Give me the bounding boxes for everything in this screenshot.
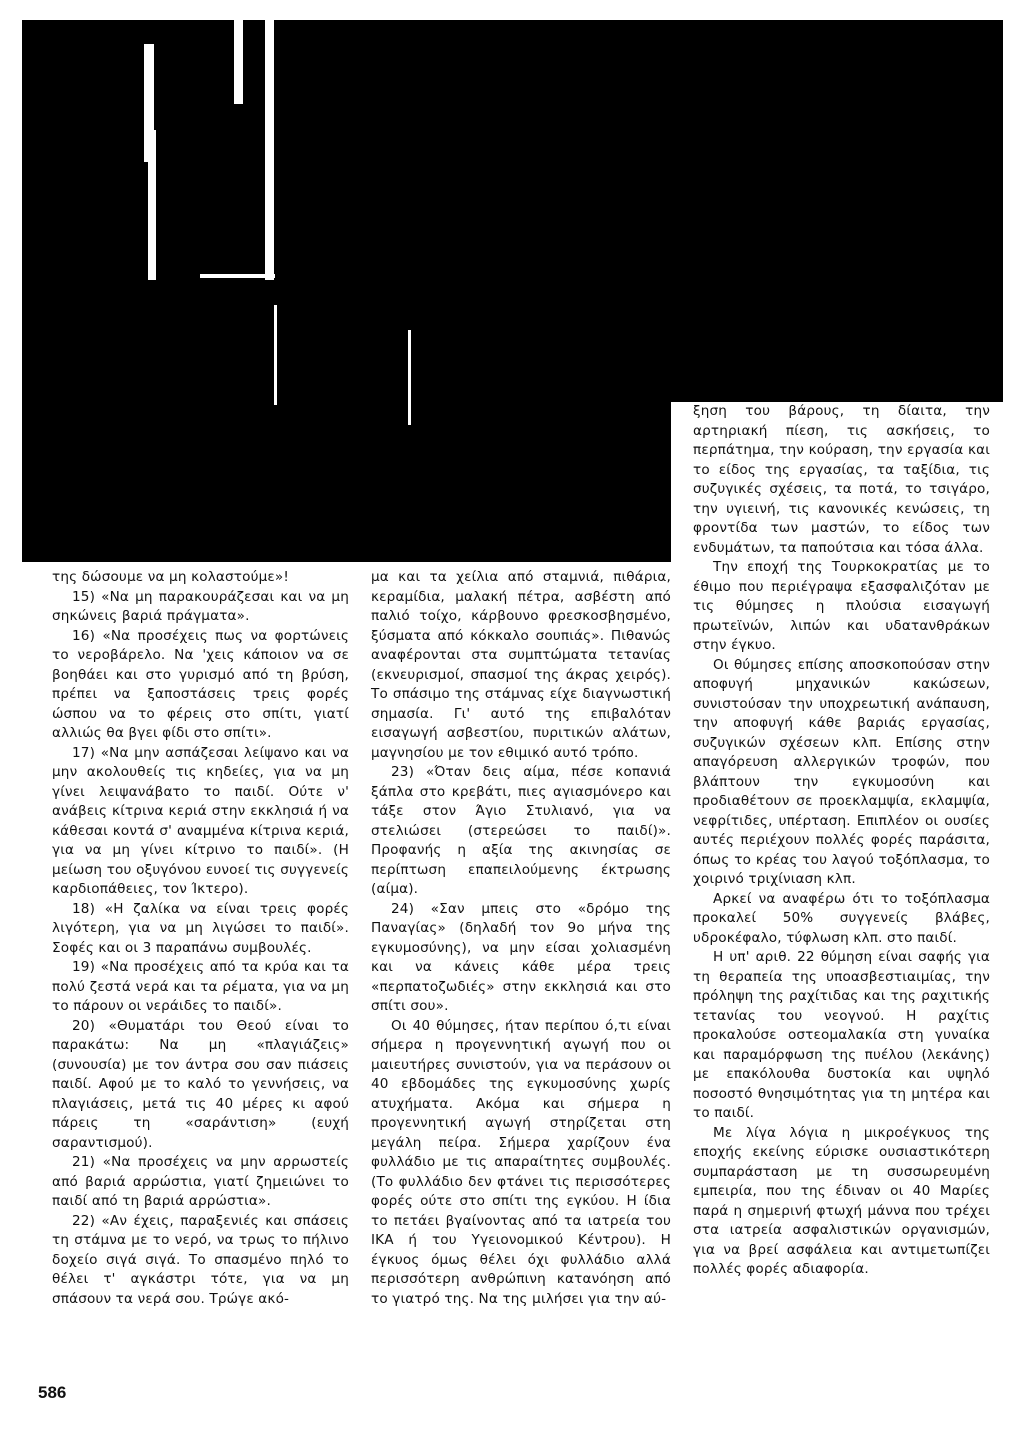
- photo-line-7: [408, 330, 411, 425]
- text-column-2: [371, 568, 671, 1309]
- paragraph: Οι θύμησες επίσης αποσκοπούσαν στην αποφυγή μηχανικών κακώσεων, συνιστούσαν την υποχρεωτική ανάπαυση, την αποφυγή κάθε βαριάς εργασίας, συζυγικών σχέσεων κλπ. Επίσης στην απαγόρευση αλλεργικών τροφών, που βλάπτουν την εγκυμοσύνη και προδιαθέτουν σε προεκλαμψία, εκλαμψία, νεφρίτιδες, υπέρταση. Επιπλέον οι ουσίες αυτές περιέχουν πολλές φορές παράσιτα, όπως το κρέας του λαγού τοξόπλασμα, το χοιρινό τριχίνιαση κλπ.: [693, 656, 990, 887]
- text-column-1: [52, 568, 349, 1309]
- paragraph: μα και τα χείλια από σταμνιά, πιθάρια, κεραμίδια, μαλακή πέτρα, ασβέστη από παλιό τοίχο, κάρβουνο φρεσκοσβησμένο, ξύσματα από κόκκαλο σουπιάς». Πιθανώς αναφέρονται στα συμπτώματα τετανίας (εκνευρισμοί, σπασμοί της άκρας χειρός). Το σπάσιμο της στάμνας είχε διαγνωστική σημασία. Γι' αυτό της επιβαλόταν εισαγωγή ασβεστίου, πυριτικών αλάτων, μαγνησίου με τον εθιμικό αυτό τρόπο.: [371, 569, 671, 761]
- paragraph: 23) «Όταν δεις αίμα, πέσε κοπανιά ξάπλα στο κρεβάτι, πιες αγιασμόνερο και τάξε στον Άγιο Στυλιανό, για να στελιώσει (στερεώσει το παιδί)». Προφανής η αξία της ακινησίας σε περίπτωση επαπειλούμενης έκτρωσης (αίμα).: [371, 764, 671, 897]
- paragraph: 19) «Να προσέχεις από τα κρύα και τα πολύ ζεστά νερά και τα ρέματα, για να μη το πάρουν οι νεράιδες το παιδί».: [52, 959, 349, 1014]
- paragraph: ξηση του βάρους, τη δίαιτα, την αρτηριακή πίεση, τις ασκήσεις, το περπάτημα, την κούραση, την εργασία και το είδος της εργασίας, τα ταξίδια, τις συζυγικές σχέσεις, τα ποτά, το τσιγάρο, την υγιεινή, τις κανονικές κενώσεις, τη φροντίδα των μαστών, το είδος των ενδυμάτων, τα παπούτσια και τόσα άλλα.: [693, 403, 990, 556]
- paragraph: 15) «Να μη παρακουράζεσαι και να μη σηκώνεις βαριά πράγματα».: [52, 588, 349, 624]
- paragraph: 22) «Αν έχεις, παραξενιές και σπάσεις τη στάμνα με το νερό, να τρως το πήλινο δοχείο σιγά σιγά. Το σπασμένο πηλό το θέλει τ' αγκάστρι τότε, για να μη σπάσουν τα νερά σου. Τρώγε ακό-: [52, 1212, 349, 1307]
- photo-line-3: [234, 20, 243, 104]
- paragraph: Αρκεί να αναφέρω ότι το τοξόπλασμα προκαλεί 50% συγγενείς βλάβες, υδροκέφαλο, τύφλωση κλπ. στο παιδί.: [693, 890, 990, 946]
- paragraph: 20) «Θυματάρι του Θεού είναι το παρακάτω: Να μη «πλαγιάζεις» (συνουσία) με τον άντρα σου σαν πιάσεις παιδί. Αφού με το καλό το γεννήσεις, να πλαγιάσεις, μετά τις 40 μέρες κι αφού πάρεις τη «σαράντιση» (ευχή σαραντισμού).: [52, 1017, 349, 1151]
- paragraph: Οι 40 θύμησες, ήταν περίπου ό,τι είναι σήμερα η προγεννητική αγωγή που οι μαιευτήρες συνιστούν, για να περάσουν οι 40 εβδομάδες της εγκυμοσύνης χωρίς ατυχήματα. Ακόμα και σήμερα η προγεννητική αγωγή στηρίζεται στη μεγάλη πείρα. Σήμερα χαρίζουν ένα φυλλάδιο με τις απαραίτητες συμβουλές. (Το φυλλάδιο δεν φτάνει τις περισσότερες φορές ούτε στο σπίτι της εγκύου. Η ίδια το πετάει βγαίνοντας από τα ιατρεία του ΙΚΑ ή του Υγειονομικού Κέντρου). Η έγκυος όμως θέλει όχι φυλλάδιο αλλά περισσότερη ανθρώπινη κατανόηση από το γιατρό της. Να της μιλήσει για την αύ-: [371, 1017, 671, 1307]
- photo-line-2: [148, 130, 156, 280]
- paragraph: Με λίγα λόγια η μικροέγκυος της εποχής εκείνης εύρισκε ουσιαστικότερη συμπαράσταση με τη συσσωρευμένη εμπειρία, που της έδιναν οι 40 Μαρίες παρά η σημερινή φτωχή μάννα που τρέχει στα ιατρεία ασφαλιστικών οργανισμών, για να βρεί ασφάλεια και αντιμετωπίζει πολλές φορές αδιαφορία.: [693, 1124, 990, 1277]
- paragraph: της δώσουμε να μη κολαστούμε»!: [52, 569, 289, 585]
- paragraph: 16) «Να προσέχεις πως να φορτώνεις το νεροβάρελο. Να 'χεις κάποιον να σε βοηθάει και στο γυρισμό από τη βρύση, πρέπει να ξαποστάσεις τρεις φορές ώσπου να το φέρεις στο σπίτι, γιατί αλλιώς θα βγει φίδι στο σπίτι».: [52, 627, 349, 741]
- paragraph: Την εποχή της Τουρκοκρατίας με το έθιμο που περιέγραψα εξασφαλιζόταν με τις θύμησες η πλούσια εισαγωγή πρωτεϊνών, λιπών και υδατανθράκων στην έγκυο.: [693, 559, 990, 653]
- paragraph: 24) «Σαν μπεις στο «δρόμο της Παναγίας» (δηλαδή τον 9ο μήνα της εγκυμοσύνης), να μην είσαι χολιασμένη και να κάνεις κάθε μέρα τρεις «περπατοζωδιές» στην εκκλησιά και στο σπίτι σου».: [371, 900, 671, 1014]
- paragraph: 21) «Να προσέχεις να μην αρρωστείς από βαριά αρρώστια, γιατί ζημειώνει το παιδί από τη βαριά αρρώστια».: [52, 1154, 349, 1209]
- paragraph: Η υπ' αριθ. 22 θύμηση είναι σαφής για τη θεραπεία της υποασβεστιαιμίας, την πρόληψη της ραχίτιδας και της ραχιτικής τετανίας του νεογνού. Η ραχίτις προκαλούσε οστεομαλακία στη γυναίκα και παραμόρφωση της πυέλου (λεκάνης) με επακόλουθα δυστοκία και υψηλό ποσοστό θνησιμότητας για τη μητέρα και το παιδί.: [693, 949, 990, 1121]
- photo-line-5: [200, 274, 275, 278]
- photo-line-6: [274, 305, 277, 405]
- text-column-3: [693, 402, 990, 1280]
- paragraph: 17) «Να μην ασπάζεσαι λείψανο και να μην ακολουθείς τις κηδείες, για να μη γίνει λειψανάβατο το παιδί. Ούτε ν' ανάβεις κίτρινα κεριά στην εκκλησιά ή να κάθεσαι κοντά σ' αναμμένα κίτρινα κεριά, για να μη γίνει κίτρινο το παιδί». (Η μείωση του οξυγόνου ευνοεί τις συγγενείς καρδιοπάθειες, τον Ίκτερο).: [52, 744, 349, 897]
- photo-line-4: [265, 20, 274, 280]
- page-number: 586: [38, 1383, 67, 1402]
- paragraph: 18) «Η ζαλίκα να είναι τρεις φορές λιγότερη, για να μη λιγώσει το παιδί». Σοφές και οι 3 παραπάνω συμβουλές.: [52, 900, 349, 956]
